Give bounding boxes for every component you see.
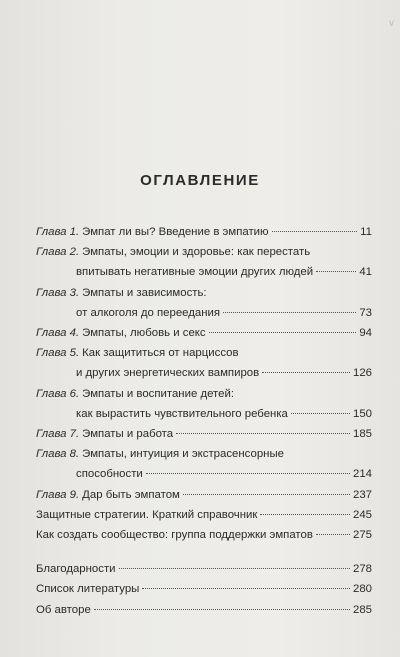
entry-title: Дар быть эмпатом bbox=[82, 488, 180, 501]
dot-leader bbox=[119, 567, 350, 569]
dot-leader bbox=[176, 432, 350, 434]
entry-title: Защитные стратегии. Краткий справочник bbox=[36, 508, 258, 521]
page-ref: 280 bbox=[352, 583, 372, 596]
page-ref: 275 bbox=[352, 529, 372, 542]
page-ref: 214 bbox=[352, 468, 372, 481]
page-ref: 41 bbox=[359, 266, 372, 279]
entry-title: Эмпаты, любовь и секс bbox=[82, 327, 206, 340]
entry-title: Список литературы bbox=[36, 583, 140, 596]
page-ref: 237 bbox=[352, 488, 372, 501]
page-number: v bbox=[389, 18, 394, 29]
chapter-label: Глава 4. bbox=[36, 327, 80, 340]
dot-leader bbox=[146, 472, 350, 474]
section-spacer bbox=[36, 545, 372, 559]
table-of-contents bbox=[36, 222, 372, 620]
dot-leader bbox=[94, 608, 350, 610]
toc-entry-bibliography[interactable] bbox=[36, 579, 372, 599]
toc-entry-chapter-8[interactable] bbox=[36, 444, 372, 484]
entry-title: Эмпаты и работа bbox=[82, 428, 174, 441]
chapter-label: Глава 9. bbox=[36, 488, 80, 501]
toc-entry-chapter-7[interactable] bbox=[36, 424, 372, 444]
entry-title-continued: от алкоголя до переедания bbox=[76, 306, 221, 319]
dot-leader bbox=[291, 412, 350, 414]
entry-title-continued: впитывать негативные эмоции других людей bbox=[76, 266, 314, 279]
chapter-label: Глава 7. bbox=[36, 428, 80, 441]
entry-title-continued: способности bbox=[76, 468, 143, 481]
toc-entry-protective-strategies[interactable] bbox=[36, 505, 372, 525]
toc-entry-chapter-3[interactable] bbox=[36, 283, 372, 323]
toc-entry-community[interactable] bbox=[36, 525, 372, 545]
toc-entry-chapter-2[interactable] bbox=[36, 242, 372, 282]
chapter-label: Глава 1. bbox=[36, 226, 80, 238]
entry-title: Эмпаты и зависимость: bbox=[82, 286, 207, 299]
page-ref: 185 bbox=[352, 428, 372, 441]
toc-entry-chapter-5[interactable] bbox=[36, 343, 372, 383]
chapter-label: Глава 2. bbox=[36, 246, 80, 259]
entry-title: Эмпат ли вы? Введение в эмпатию bbox=[82, 226, 269, 238]
dot-leader bbox=[272, 230, 358, 232]
dot-leader bbox=[262, 371, 350, 373]
page-title: ОГЛАВЛЕНИЕ bbox=[140, 172, 260, 189]
chapter-label: Глава 6. bbox=[36, 387, 80, 400]
page-ref: 245 bbox=[352, 508, 372, 521]
entry-title: Эмпаты, эмоции и здоровье: как перестать bbox=[82, 246, 311, 259]
toc-entry-about-author[interactable] bbox=[36, 600, 372, 620]
dot-leader bbox=[209, 331, 357, 333]
dot-leader bbox=[316, 270, 356, 272]
page-ref: 73 bbox=[359, 306, 372, 319]
dot-leader bbox=[223, 311, 356, 313]
entry-title: Эмпаты, интуиция и экстрасенсорные bbox=[82, 448, 284, 461]
page-ref: 11 bbox=[360, 226, 372, 238]
entry-title: Благодарности bbox=[36, 563, 116, 576]
dot-leader bbox=[316, 533, 350, 535]
dot-leader bbox=[260, 513, 350, 515]
page-ref: 285 bbox=[352, 603, 372, 616]
dot-leader bbox=[183, 493, 350, 495]
entry-title: Как защититься от нарциссов bbox=[82, 347, 239, 360]
toc-entry-chapter-1[interactable] bbox=[36, 222, 372, 242]
entry-title: Как создать сообщество: группа поддержки эмпатов bbox=[36, 529, 313, 542]
entry-title-continued: и других энергетических вампиров bbox=[76, 367, 260, 380]
page-ref: 150 bbox=[352, 407, 372, 420]
dot-leader bbox=[142, 587, 350, 589]
entry-title: Эмпаты и воспитание детей: bbox=[82, 387, 235, 400]
entry-title: Об авторе bbox=[36, 603, 91, 616]
toc-entry-chapter-6[interactable] bbox=[36, 384, 372, 424]
page-ref: 278 bbox=[352, 563, 372, 576]
chapter-label: Глава 5. bbox=[36, 347, 80, 360]
page-ref: 126 bbox=[352, 367, 372, 380]
entry-title-continued: как вырастить чувствительного ребенка bbox=[76, 407, 288, 420]
toc-entry-chapter-9[interactable] bbox=[36, 485, 372, 505]
toc-entry-acknowledgements[interactable] bbox=[36, 559, 372, 579]
chapter-label: Глава 3. bbox=[36, 286, 80, 299]
page-ref: 94 bbox=[359, 327, 372, 340]
chapter-label: Глава 8. bbox=[36, 448, 80, 461]
toc-entry-chapter-4[interactable] bbox=[36, 323, 372, 343]
